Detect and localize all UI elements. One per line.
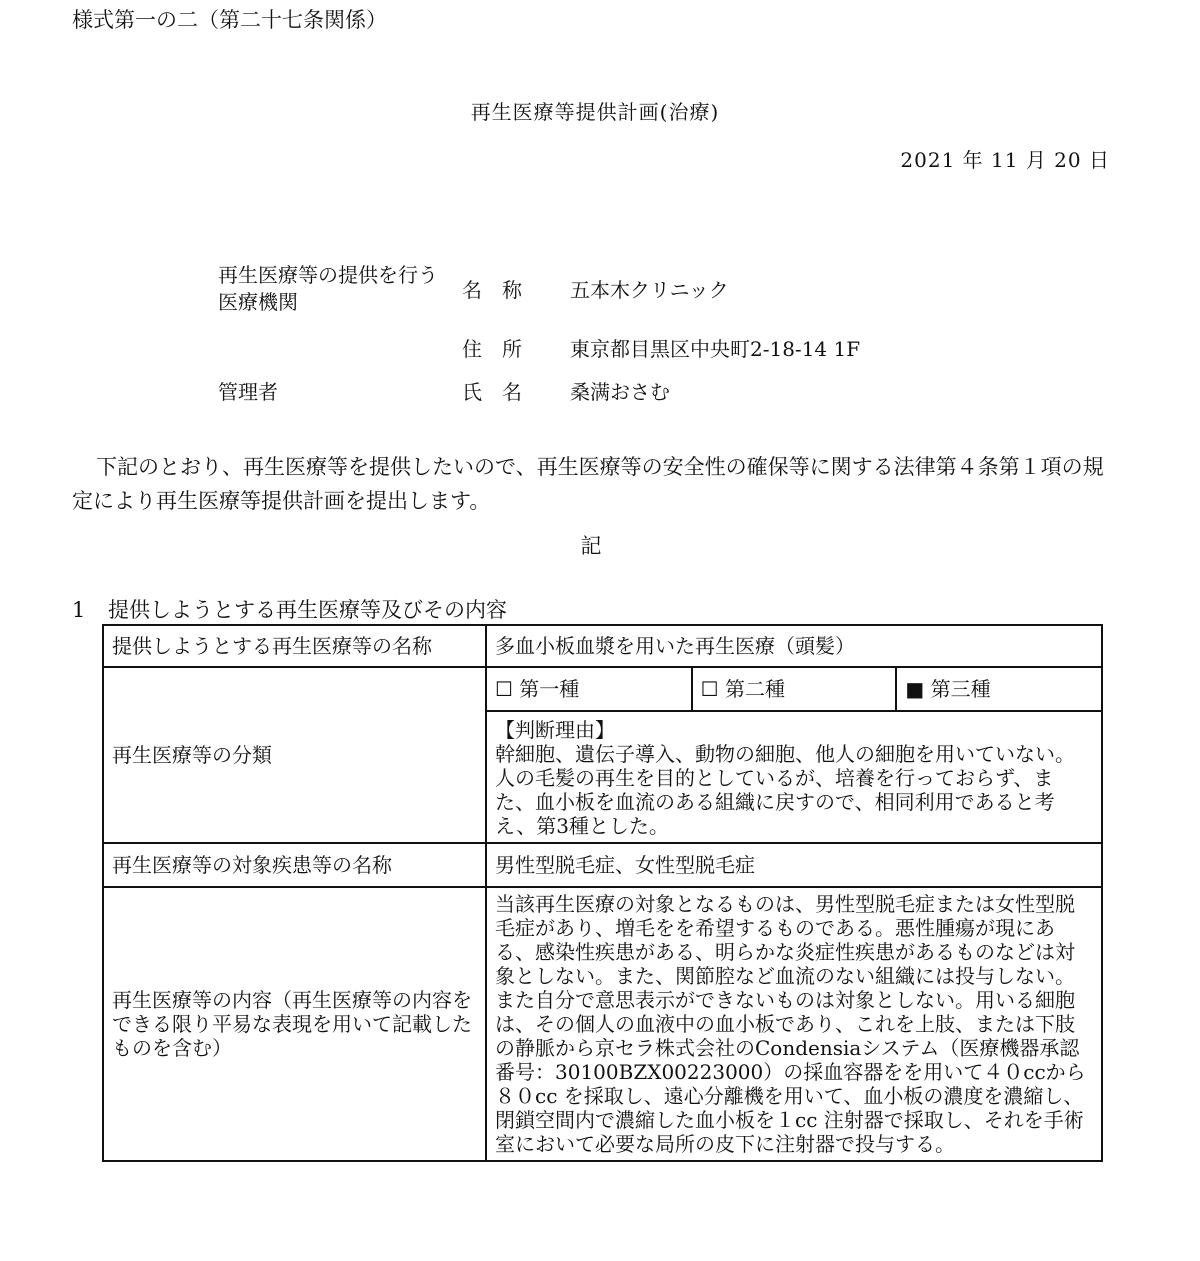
checkbox-unchecked-icon[interactable]: ☐ xyxy=(700,677,719,701)
manager-name-value: 桑满おさむ xyxy=(570,380,670,404)
intro-paragraph: 下記のとおり、再生医療等を提供したいので、再生医療等の安全性の確保等に関する法律第４条第１項の規定により再生医療等提供計画を提出します。 xyxy=(72,455,1104,513)
form-id: 様式第一の二（第二十七条関係） xyxy=(72,8,387,32)
institution-name-value: 五本木クリニック xyxy=(570,278,729,302)
option-type1[interactable] xyxy=(487,668,692,711)
reason-title: 【判断理由】 xyxy=(495,718,615,742)
section1-title: 提供しようとする再生医療等及びその内容 xyxy=(108,598,507,622)
ki-heading: 記 xyxy=(580,534,602,558)
disease-value: 男性型脱毛症、女性型脱毛症 xyxy=(486,843,1102,887)
table-row-content xyxy=(103,887,1102,1161)
classification-cell xyxy=(486,667,1102,843)
institution-label: 再生医療等の提供を行う医療機関 xyxy=(218,263,438,314)
disease-label: 再生医療等の対象疾患等の名称 xyxy=(103,843,486,887)
name-value: 多血小板血漿を用いた再生医療（頭髪） xyxy=(486,625,1102,667)
classification-label: 再生医療等の分類 xyxy=(103,667,486,843)
reason-block xyxy=(487,712,1101,842)
name-label: 提供しようとする再生医療等の名称 xyxy=(103,625,486,667)
institution-address-value: 東京都目黒区中央町2-18-14 1F xyxy=(570,337,861,361)
table-row-classification xyxy=(103,667,1102,843)
content-label: 再生医療等の内容（再生医療等の内容をできる限り平易な表現を用いて記載したものを含む） xyxy=(103,887,486,1161)
document-title: 再生医療等提供計画(治療) xyxy=(470,100,720,124)
document-date: 2021 年 11 月 20 日 xyxy=(900,148,1110,172)
reason-text: 幹細胞、遺伝子導入、動物の細胞、他人の細胞を用いていない。人の毛髪の再生を目的としているが、培養を行っておらず、また、血小板を血流のある組織に戻すので、相同利用であると考え、第3種とした。 xyxy=(495,742,1075,838)
classification-options xyxy=(487,668,1101,712)
manager-name-key: 氏名 xyxy=(462,380,542,404)
institution-name-key: 名称 xyxy=(462,278,542,302)
option-type3[interactable] xyxy=(896,668,1101,711)
table-row-disease xyxy=(103,843,1102,887)
manager-label: 管理者 xyxy=(218,380,278,404)
checkbox-unchecked-icon[interactable]: ☐ xyxy=(495,677,513,701)
institution-address-key: 住所 xyxy=(462,337,542,361)
content-value: 当該再生医療の対象となるものは、男性型脱毛症または女性型脱毛症があり、増毛をを希望するものである。悪性腫瘍が現にある、感染性疾患がある、明らかな炎症性疾患があるものなどは対象としない。また、関節腔など血流のない組織には投与しない。また自分で意思表示ができないものは対象としない。用いる細胞は、その個人の血液中の血小板であり、これを上肢、または下肢の静脈から京セラ株式会社のCondensiaシステム（医療機器承認番号：30100BZX00223000）の採血容器をを用いて４０ccから８０cc を採取し、遠心分離機を用いて、血小板の濃度を濃縮し、閉鎖空間内で濃縮した血小板を１cc 注射器で採取し、それを手術室において必要な局所の皮下に注射器で投与する。 xyxy=(486,887,1102,1161)
option-type3-label: 第三種 xyxy=(930,677,991,701)
table-row-name xyxy=(103,625,1102,667)
option-type2-label: 第二種 xyxy=(724,677,785,701)
option-type2[interactable] xyxy=(692,668,897,711)
checkbox-checked-icon[interactable]: ■ xyxy=(905,677,925,701)
option-type1-label: 第一種 xyxy=(519,677,580,701)
section1-heading xyxy=(72,594,507,624)
section1-number: 1 xyxy=(72,598,86,622)
plan-table xyxy=(102,624,1103,1162)
